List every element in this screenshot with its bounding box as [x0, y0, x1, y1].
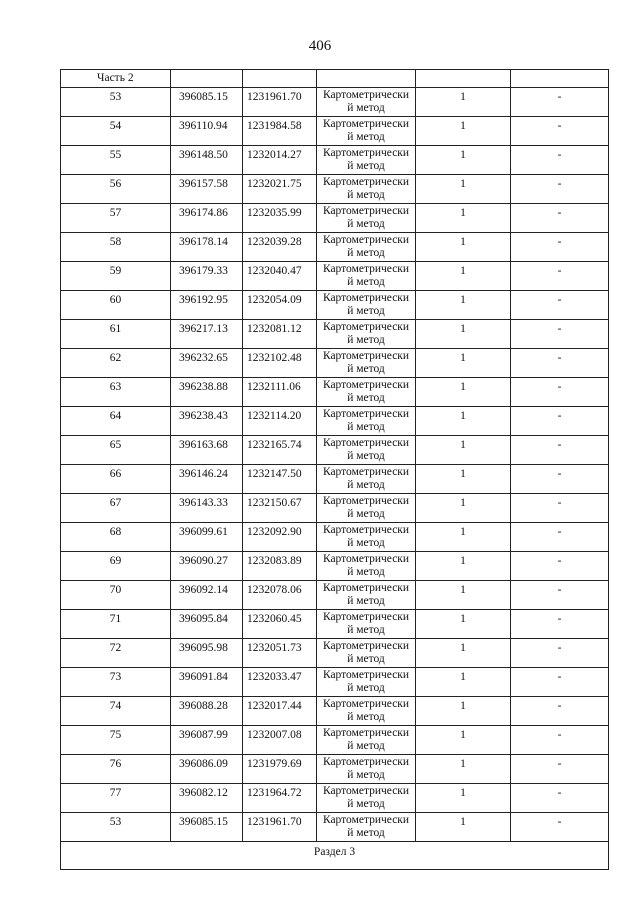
method-line-2: й метод: [347, 566, 385, 578]
method-line-1: Картометрически: [322, 727, 410, 739]
point-number: 59: [61, 262, 171, 291]
table-row: [61, 291, 609, 320]
method: [317, 291, 416, 320]
point-number: 77: [61, 784, 171, 813]
point-number: 65: [61, 436, 171, 465]
x-coordinate: 396110.94: [171, 117, 243, 146]
x-coordinate: 396086.09: [171, 755, 243, 784]
dash-value: -: [511, 755, 609, 784]
method: [317, 204, 416, 233]
dash-value: -: [511, 88, 609, 117]
accuracy-value: 1: [416, 697, 511, 726]
accuracy-value: 1: [416, 523, 511, 552]
dash-value: -: [511, 610, 609, 639]
method-line-1: Картометрически: [322, 205, 410, 217]
method-line-2: й метод: [347, 276, 385, 288]
method: [317, 813, 416, 842]
table-row: [61, 639, 609, 668]
dash-value: -: [511, 813, 609, 842]
x-coordinate: 396179.33: [171, 262, 243, 291]
method-line-2: й метод: [347, 247, 385, 259]
accuracy-value: 1: [416, 436, 511, 465]
accuracy-value: 1: [416, 204, 511, 233]
section-label: Раздел 3: [61, 842, 609, 870]
method-line-1: Картометрически: [322, 118, 410, 130]
dash-value: -: [511, 291, 609, 320]
method-line-2: й метод: [347, 827, 385, 839]
method-line-2: й метод: [347, 711, 385, 723]
table-row: [61, 320, 609, 349]
table-row: [61, 436, 609, 465]
y-coordinate: 1231964.72: [243, 784, 317, 813]
method-line-1: Картометрически: [322, 553, 410, 565]
y-coordinate: 1232081.12: [243, 320, 317, 349]
table-row: [61, 146, 609, 175]
point-number: 62: [61, 349, 171, 378]
accuracy-value: 1: [416, 117, 511, 146]
x-coordinate: 396238.43: [171, 407, 243, 436]
dash-value: -: [511, 204, 609, 233]
x-coordinate: 396088.28: [171, 697, 243, 726]
x-coordinate: 396157.58: [171, 175, 243, 204]
point-number: 54: [61, 117, 171, 146]
table-row: [61, 378, 609, 407]
y-coordinate: 1232014.27: [243, 146, 317, 175]
part-header-row: [61, 70, 609, 88]
method: [317, 726, 416, 755]
method: [317, 581, 416, 610]
method-line-1: Картометрически: [322, 466, 410, 478]
dash-value: -: [511, 175, 609, 204]
accuracy-value: 1: [416, 813, 511, 842]
method-line-1: Картометрически: [322, 785, 410, 797]
method-line-2: й метод: [347, 682, 385, 694]
method-line-2: й метод: [347, 334, 385, 346]
table-row: [61, 407, 609, 436]
x-coordinate: 396192.95: [171, 291, 243, 320]
accuracy-value: 1: [416, 88, 511, 117]
method: [317, 552, 416, 581]
dash-value: -: [511, 581, 609, 610]
dash-value: -: [511, 668, 609, 697]
x-coordinate: 396163.68: [171, 436, 243, 465]
point-number: 64: [61, 407, 171, 436]
method-line-1: Картометрически: [322, 234, 410, 246]
table-row: [61, 262, 609, 291]
point-number: 61: [61, 320, 171, 349]
accuracy-value: 1: [416, 465, 511, 494]
x-coordinate: 396143.33: [171, 494, 243, 523]
y-coordinate: 1231961.70: [243, 813, 317, 842]
table-row: [61, 813, 609, 842]
table-row: [61, 523, 609, 552]
method: [317, 610, 416, 639]
method: [317, 436, 416, 465]
method-line-2: й метод: [347, 624, 385, 636]
method: [317, 262, 416, 291]
y-coordinate: 1231979.69: [243, 755, 317, 784]
method: [317, 349, 416, 378]
point-number: 72: [61, 639, 171, 668]
table-row: [61, 349, 609, 378]
method-line-2: й метод: [347, 798, 385, 810]
method-line-1: Картометрически: [322, 408, 410, 420]
method-line-1: Картометрически: [322, 350, 410, 362]
x-coordinate: 396091.84: [171, 668, 243, 697]
y-coordinate: 1232021.75: [243, 175, 317, 204]
x-coordinate: 396148.50: [171, 146, 243, 175]
x-coordinate: 396092.14: [171, 581, 243, 610]
dash-value: -: [511, 146, 609, 175]
method: [317, 378, 416, 407]
method-line-1: Картометрически: [322, 524, 410, 536]
method: [317, 639, 416, 668]
point-number: 57: [61, 204, 171, 233]
method-line-2: й метод: [347, 305, 385, 317]
table-row: [61, 88, 609, 117]
x-coordinate: 396146.24: [171, 465, 243, 494]
accuracy-value: 1: [416, 320, 511, 349]
method-line-2: й метод: [347, 740, 385, 752]
method-line-2: й метод: [347, 102, 385, 114]
accuracy-value: 1: [416, 146, 511, 175]
y-coordinate: 1232054.09: [243, 291, 317, 320]
method-line-2: й метод: [347, 653, 385, 665]
accuracy-value: 1: [416, 552, 511, 581]
page-number: 406: [308, 38, 332, 54]
table-row: [61, 494, 609, 523]
method: [317, 697, 416, 726]
x-coordinate: 396238.88: [171, 378, 243, 407]
method-line-2: й метод: [347, 189, 385, 201]
method: [317, 88, 416, 117]
x-coordinate: 396174.86: [171, 204, 243, 233]
method: [317, 668, 416, 697]
y-coordinate: 1232017.44: [243, 697, 317, 726]
method-line-1: Картометрически: [322, 756, 410, 768]
empty-cell: [317, 70, 416, 88]
point-number: 60: [61, 291, 171, 320]
accuracy-value: 1: [416, 610, 511, 639]
method: [317, 523, 416, 552]
accuracy-value: 1: [416, 349, 511, 378]
x-coordinate: 396085.15: [171, 88, 243, 117]
accuracy-value: 1: [416, 175, 511, 204]
x-coordinate: 396099.61: [171, 523, 243, 552]
method-line-2: й метод: [347, 537, 385, 549]
x-coordinate: 396090.27: [171, 552, 243, 581]
coordinates-table: [60, 69, 609, 870]
method-line-2: й метод: [347, 160, 385, 172]
dash-value: -: [511, 726, 609, 755]
y-coordinate: 1232039.28: [243, 233, 317, 262]
method-line-2: й метод: [347, 392, 385, 404]
method-line-1: Картометрически: [322, 640, 410, 652]
table-row: [61, 204, 609, 233]
accuracy-value: 1: [416, 407, 511, 436]
method-line-1: Картометрически: [322, 814, 410, 826]
method-line-1: Картометрически: [322, 176, 410, 188]
y-coordinate: 1232102.48: [243, 349, 317, 378]
y-coordinate: 1232033.47: [243, 668, 317, 697]
method-line-1: Картометрически: [322, 147, 410, 159]
method-line-2: й метод: [347, 508, 385, 520]
y-coordinate: 1232114.20: [243, 407, 317, 436]
section-row: [61, 842, 609, 870]
method-line-2: й метод: [347, 595, 385, 607]
y-coordinate: 1232060.45: [243, 610, 317, 639]
x-coordinate: 396085.15: [171, 813, 243, 842]
accuracy-value: 1: [416, 755, 511, 784]
y-coordinate: 1231984.58: [243, 117, 317, 146]
x-coordinate: 396232.65: [171, 349, 243, 378]
point-number: 69: [61, 552, 171, 581]
table-row: [61, 581, 609, 610]
dash-value: -: [511, 378, 609, 407]
y-coordinate: 1232083.89: [243, 552, 317, 581]
accuracy-value: 1: [416, 581, 511, 610]
method-line-1: Картометрически: [322, 437, 410, 449]
empty-cell: [243, 70, 317, 88]
dash-value: -: [511, 117, 609, 146]
dash-value: -: [511, 523, 609, 552]
method: [317, 407, 416, 436]
dash-value: -: [511, 784, 609, 813]
point-number: 68: [61, 523, 171, 552]
empty-cell: [416, 70, 511, 88]
method-line-1: Картометрически: [322, 379, 410, 391]
y-coordinate: 1232078.06: [243, 581, 317, 610]
method-line-1: Картометрически: [322, 669, 410, 681]
dash-value: -: [511, 697, 609, 726]
method: [317, 146, 416, 175]
accuracy-value: 1: [416, 494, 511, 523]
part-label: Часть 2: [61, 70, 171, 88]
method-line-1: Картометрически: [322, 89, 410, 101]
x-coordinate: 396095.98: [171, 639, 243, 668]
method-line-2: й метод: [347, 218, 385, 230]
accuracy-value: 1: [416, 639, 511, 668]
point-number: 58: [61, 233, 171, 262]
y-coordinate: 1232092.90: [243, 523, 317, 552]
method-line-2: й метод: [347, 450, 385, 462]
y-coordinate: 1232111.06: [243, 378, 317, 407]
method-line-2: й метод: [347, 769, 385, 781]
table-row: [61, 668, 609, 697]
dash-value: -: [511, 465, 609, 494]
dash-value: -: [511, 262, 609, 291]
dash-value: -: [511, 407, 609, 436]
accuracy-value: 1: [416, 726, 511, 755]
dash-value: -: [511, 639, 609, 668]
x-coordinate: 396095.84: [171, 610, 243, 639]
dash-value: -: [511, 349, 609, 378]
table-row: [61, 697, 609, 726]
empty-cell: [511, 70, 609, 88]
accuracy-value: 1: [416, 784, 511, 813]
x-coordinate: 396087.99: [171, 726, 243, 755]
method: [317, 755, 416, 784]
y-coordinate: 1232147.50: [243, 465, 317, 494]
method: [317, 175, 416, 204]
y-coordinate: 1231961.70: [243, 88, 317, 117]
accuracy-value: 1: [416, 262, 511, 291]
point-number: 55: [61, 146, 171, 175]
method-line-1: Картометрически: [322, 321, 410, 333]
method: [317, 494, 416, 523]
dash-value: -: [511, 436, 609, 465]
y-coordinate: 1232165.74: [243, 436, 317, 465]
point-number: 56: [61, 175, 171, 204]
dash-value: -: [511, 233, 609, 262]
point-number: 73: [61, 668, 171, 697]
point-number: 66: [61, 465, 171, 494]
method: [317, 784, 416, 813]
point-number: 70: [61, 581, 171, 610]
accuracy-value: 1: [416, 668, 511, 697]
point-number: 74: [61, 697, 171, 726]
point-number: 75: [61, 726, 171, 755]
method: [317, 465, 416, 494]
method: [317, 117, 416, 146]
x-coordinate: 396082.12: [171, 784, 243, 813]
method-line-1: Картометрически: [322, 582, 410, 594]
method-line-2: й метод: [347, 363, 385, 375]
accuracy-value: 1: [416, 291, 511, 320]
empty-cell: [171, 70, 243, 88]
table-row: [61, 552, 609, 581]
y-coordinate: 1232051.73: [243, 639, 317, 668]
x-coordinate: 396217.13: [171, 320, 243, 349]
method-line-2: й метод: [347, 131, 385, 143]
table-row: [61, 755, 609, 784]
y-coordinate: 1232040.47: [243, 262, 317, 291]
y-coordinate: 1232035.99: [243, 204, 317, 233]
method-line-2: й метод: [347, 421, 385, 433]
method-line-1: Картометрически: [322, 292, 410, 304]
x-coordinate: 396178.14: [171, 233, 243, 262]
dash-value: -: [511, 494, 609, 523]
table-row: [61, 610, 609, 639]
y-coordinate: 1232007.08: [243, 726, 317, 755]
point-number: 71: [61, 610, 171, 639]
table-row: [61, 726, 609, 755]
point-number: 76: [61, 755, 171, 784]
table-row: [61, 465, 609, 494]
method-line-1: Картометрически: [322, 495, 410, 507]
dash-value: -: [511, 320, 609, 349]
table-row: [61, 784, 609, 813]
accuracy-value: 1: [416, 378, 511, 407]
method-line-1: Картометрически: [322, 611, 410, 623]
dash-value: -: [511, 552, 609, 581]
table-row: [61, 233, 609, 262]
point-number: 53: [61, 813, 171, 842]
method: [317, 233, 416, 262]
point-number: 67: [61, 494, 171, 523]
method-line-1: Картометрически: [322, 263, 410, 275]
point-number: 53: [61, 88, 171, 117]
method-line-1: Картометрически: [322, 698, 410, 710]
table-row: [61, 117, 609, 146]
y-coordinate: 1232150.67: [243, 494, 317, 523]
method-line-2: й метод: [347, 479, 385, 491]
point-number: 63: [61, 378, 171, 407]
accuracy-value: 1: [416, 233, 511, 262]
table-row: [61, 175, 609, 204]
method: [317, 320, 416, 349]
